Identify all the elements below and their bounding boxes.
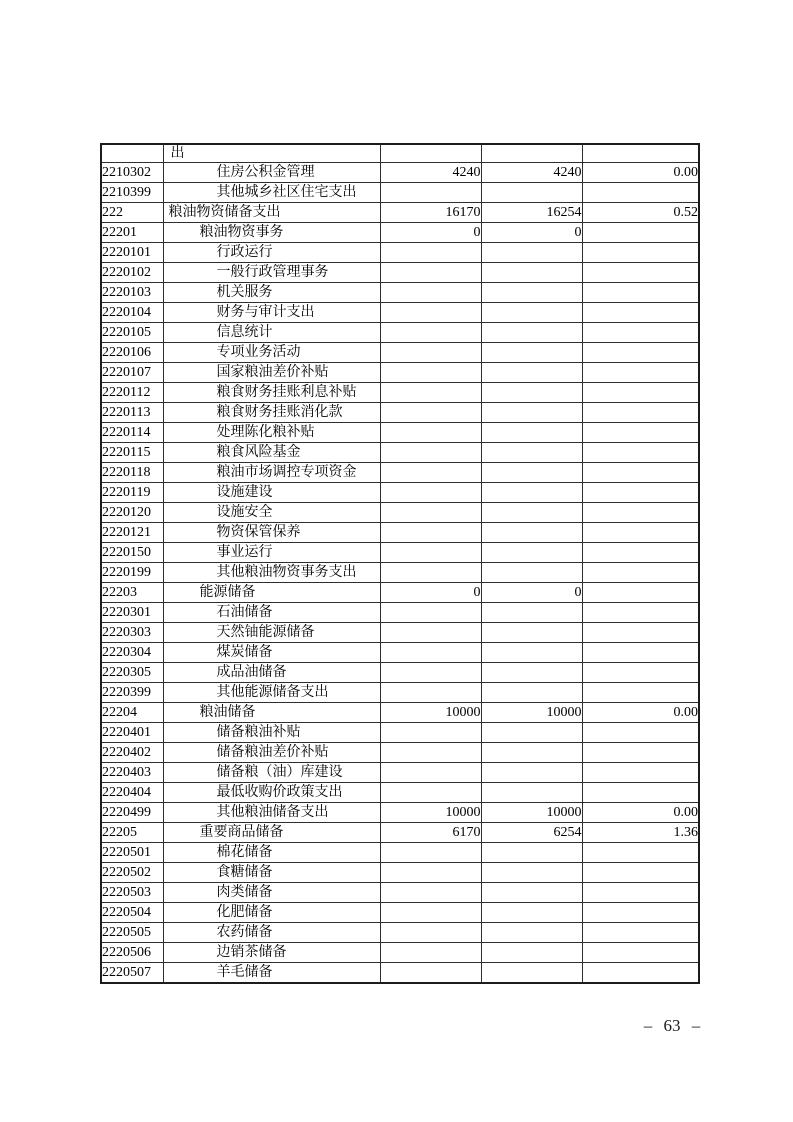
table-row xyxy=(101,223,699,243)
value2-cell xyxy=(481,523,582,543)
code-cell: 2220113 xyxy=(101,403,163,423)
code-cell xyxy=(101,144,163,163)
value2-cell xyxy=(481,643,582,663)
code-cell: 2220401 xyxy=(101,723,163,743)
table-row xyxy=(101,683,699,703)
table-row xyxy=(101,723,699,743)
name-cell: 煤炭储备 xyxy=(163,643,380,663)
value1-cell xyxy=(380,343,481,363)
percent-cell xyxy=(582,543,699,563)
value1-cell xyxy=(380,923,481,943)
value1-cell xyxy=(380,503,481,523)
table-row xyxy=(101,243,699,263)
value1-cell xyxy=(380,183,481,203)
value2-cell xyxy=(481,423,582,443)
value1-cell xyxy=(380,903,481,923)
table-row xyxy=(101,203,699,223)
name-cell: 粮食财务挂账消化款 xyxy=(163,403,380,423)
percent-cell xyxy=(582,963,699,983)
table-row xyxy=(101,903,699,923)
table-row xyxy=(101,263,699,283)
code-cell: 2220501 xyxy=(101,843,163,863)
code-cell: 2220118 xyxy=(101,463,163,483)
value1-cell xyxy=(380,144,481,163)
value2-cell xyxy=(481,863,582,883)
table-row xyxy=(101,163,699,183)
percent-cell xyxy=(582,243,699,263)
percent-cell xyxy=(582,283,699,303)
code-cell: 22201 xyxy=(101,223,163,243)
value2-cell xyxy=(481,283,582,303)
table-row xyxy=(101,303,699,323)
name-cell: 食糖储备 xyxy=(163,863,380,883)
value1-cell xyxy=(380,643,481,663)
table-row xyxy=(101,743,699,763)
value2-cell xyxy=(481,383,582,403)
percent-cell xyxy=(582,683,699,703)
value2-cell xyxy=(481,363,582,383)
percent-cell xyxy=(582,843,699,863)
value2-cell xyxy=(481,243,582,263)
table-row xyxy=(101,283,699,303)
percent-cell xyxy=(582,363,699,383)
name-cell: 储备粮油补贴 xyxy=(163,723,380,743)
table-row xyxy=(101,843,699,863)
percent-cell: 1.36 xyxy=(582,823,699,843)
value2-cell xyxy=(481,843,582,863)
value2-cell xyxy=(481,663,582,683)
percent-cell xyxy=(582,263,699,283)
percent-cell xyxy=(582,403,699,423)
code-cell: 2220103 xyxy=(101,283,163,303)
percent-cell: 0.00 xyxy=(582,163,699,183)
name-cell: 农药储备 xyxy=(163,923,380,943)
value2-cell xyxy=(481,463,582,483)
name-cell: 储备粮油差价补贴 xyxy=(163,743,380,763)
name-cell: 粮食财务挂账利息补贴 xyxy=(163,383,380,403)
table-row xyxy=(101,603,699,623)
table-row xyxy=(101,803,699,823)
name-cell: 行政运行 xyxy=(163,243,380,263)
code-cell: 2220499 xyxy=(101,803,163,823)
value2-cell xyxy=(481,763,582,783)
table-row xyxy=(101,523,699,543)
code-cell: 2220150 xyxy=(101,543,163,563)
budget-table-body xyxy=(101,144,699,983)
name-cell: 最低收购价政策支出 xyxy=(163,783,380,803)
value1-cell: 4240 xyxy=(380,163,481,183)
value2-cell xyxy=(481,323,582,343)
value1-cell xyxy=(380,483,481,503)
code-cell: 2220506 xyxy=(101,943,163,963)
percent-cell: 0.00 xyxy=(582,703,699,723)
value1-cell xyxy=(380,763,481,783)
value1-cell: 0 xyxy=(380,583,481,603)
value1-cell xyxy=(380,423,481,443)
code-cell: 2220199 xyxy=(101,563,163,583)
value2-cell: 0 xyxy=(481,223,582,243)
percent-cell xyxy=(582,663,699,683)
table-row xyxy=(101,423,699,443)
percent-cell xyxy=(582,743,699,763)
percent-cell xyxy=(582,423,699,443)
percent-cell xyxy=(582,503,699,523)
value1-cell: 10000 xyxy=(380,803,481,823)
percent-cell xyxy=(582,303,699,323)
percent-cell xyxy=(582,623,699,643)
value2-cell xyxy=(481,743,582,763)
value1-cell xyxy=(380,263,481,283)
value2-cell: 6254 xyxy=(481,823,582,843)
table-row xyxy=(101,323,699,343)
code-cell: 22203 xyxy=(101,583,163,603)
value1-cell: 16170 xyxy=(380,203,481,223)
value2-cell: 16254 xyxy=(481,203,582,223)
value2-cell: 4240 xyxy=(481,163,582,183)
name-cell: 其他城乡社区住宅支出 xyxy=(163,183,380,203)
percent-cell xyxy=(582,723,699,743)
value1-cell: 10000 xyxy=(380,703,481,723)
percent-cell xyxy=(582,883,699,903)
value1-cell xyxy=(380,783,481,803)
name-cell: 边销茶储备 xyxy=(163,943,380,963)
value1-cell xyxy=(380,243,481,263)
name-cell: 粮油物资储备支出 xyxy=(163,203,380,223)
table-row xyxy=(101,923,699,943)
value1-cell xyxy=(380,323,481,343)
page-number: – 63 – xyxy=(643,1016,701,1035)
name-cell: 石油储备 xyxy=(163,603,380,623)
table-row xyxy=(101,763,699,783)
value1-cell xyxy=(380,403,481,423)
value1-cell xyxy=(380,603,481,623)
value2-cell xyxy=(481,923,582,943)
name-cell: 处理陈化粮补贴 xyxy=(163,423,380,443)
table-row xyxy=(101,383,699,403)
name-cell: 财务与审计支出 xyxy=(163,303,380,323)
percent-cell: 0.52 xyxy=(582,203,699,223)
code-cell: 2220106 xyxy=(101,343,163,363)
value2-cell xyxy=(481,543,582,563)
code-cell: 2220505 xyxy=(101,923,163,943)
value2-cell xyxy=(481,943,582,963)
value2-cell xyxy=(481,144,582,163)
table-row xyxy=(101,483,699,503)
percent-cell xyxy=(582,183,699,203)
name-cell: 物资保管保养 xyxy=(163,523,380,543)
code-cell: 2220503 xyxy=(101,883,163,903)
code-cell: 2220305 xyxy=(101,663,163,683)
code-cell: 2220105 xyxy=(101,323,163,343)
code-cell: 22205 xyxy=(101,823,163,843)
value2-cell xyxy=(481,263,582,283)
name-cell: 住房公积金管理 xyxy=(163,163,380,183)
table-row xyxy=(101,703,699,723)
value2-cell: 0 xyxy=(481,583,582,603)
value2-cell xyxy=(481,903,582,923)
table-row xyxy=(101,443,699,463)
percent-cell: 0.00 xyxy=(582,803,699,823)
name-cell: 信息统计 xyxy=(163,323,380,343)
value2-cell xyxy=(481,443,582,463)
code-cell: 2220102 xyxy=(101,263,163,283)
value2-cell xyxy=(481,303,582,323)
code-cell: 2220402 xyxy=(101,743,163,763)
percent-cell xyxy=(582,603,699,623)
value2-cell xyxy=(481,563,582,583)
value1-cell: 0 xyxy=(380,223,481,243)
value2-cell xyxy=(481,343,582,363)
name-cell: 一般行政管理事务 xyxy=(163,263,380,283)
table-row xyxy=(101,863,699,883)
code-cell: 2220107 xyxy=(101,363,163,383)
percent-cell xyxy=(582,463,699,483)
name-cell: 储备粮（油）库建设 xyxy=(163,763,380,783)
value2-cell: 10000 xyxy=(481,703,582,723)
table-row xyxy=(101,363,699,383)
value1-cell: 6170 xyxy=(380,823,481,843)
code-cell: 2210302 xyxy=(101,163,163,183)
value2-cell xyxy=(481,503,582,523)
table-row xyxy=(101,583,699,603)
code-cell: 2220101 xyxy=(101,243,163,263)
code-cell: 2220112 xyxy=(101,383,163,403)
table-row xyxy=(101,563,699,583)
name-cell: 出 xyxy=(163,144,380,163)
code-cell: 2220404 xyxy=(101,783,163,803)
table-row xyxy=(101,623,699,643)
value1-cell xyxy=(380,683,481,703)
value2-cell xyxy=(481,963,582,983)
code-cell: 2220502 xyxy=(101,863,163,883)
value1-cell xyxy=(380,623,481,643)
value2-cell xyxy=(481,403,582,423)
name-cell: 其他粮油物资事务支出 xyxy=(163,563,380,583)
name-cell: 事业运行 xyxy=(163,543,380,563)
table-row xyxy=(101,463,699,483)
name-cell: 天然铀能源储备 xyxy=(163,623,380,643)
percent-cell xyxy=(582,443,699,463)
percent-cell xyxy=(582,383,699,403)
percent-cell xyxy=(582,923,699,943)
value1-cell xyxy=(380,523,481,543)
name-cell: 能源储备 xyxy=(163,583,380,603)
table-row xyxy=(101,823,699,843)
value2-cell: 10000 xyxy=(481,803,582,823)
name-cell: 其他粮油储备支出 xyxy=(163,803,380,823)
table-row xyxy=(101,144,699,163)
value2-cell xyxy=(481,783,582,803)
value2-cell xyxy=(481,483,582,503)
percent-cell xyxy=(582,323,699,343)
name-cell: 化肥储备 xyxy=(163,903,380,923)
code-cell: 2220403 xyxy=(101,763,163,783)
code-cell: 2220119 xyxy=(101,483,163,503)
value1-cell xyxy=(380,563,481,583)
budget-expenditure-table xyxy=(100,143,700,984)
value1-cell xyxy=(380,363,481,383)
percent-cell xyxy=(582,223,699,243)
name-cell: 专项业务活动 xyxy=(163,343,380,363)
name-cell: 粮油储备 xyxy=(163,703,380,723)
value1-cell xyxy=(380,743,481,763)
table-row xyxy=(101,543,699,563)
name-cell: 重要商品储备 xyxy=(163,823,380,843)
table-row xyxy=(101,663,699,683)
table-row xyxy=(101,643,699,663)
table-row xyxy=(101,783,699,803)
value2-cell xyxy=(481,683,582,703)
value1-cell xyxy=(380,283,481,303)
percent-cell xyxy=(582,563,699,583)
value1-cell xyxy=(380,723,481,743)
value1-cell xyxy=(380,943,481,963)
code-cell: 2220114 xyxy=(101,423,163,443)
percent-cell xyxy=(582,343,699,363)
percent-cell xyxy=(582,483,699,503)
table-row xyxy=(101,963,699,983)
value1-cell xyxy=(380,463,481,483)
name-cell: 其他能源储备支出 xyxy=(163,683,380,703)
code-cell: 2220115 xyxy=(101,443,163,463)
code-cell: 22204 xyxy=(101,703,163,723)
name-cell: 成品油储备 xyxy=(163,663,380,683)
value2-cell xyxy=(481,603,582,623)
value1-cell xyxy=(380,543,481,563)
value2-cell xyxy=(481,723,582,743)
code-cell: 2220121 xyxy=(101,523,163,543)
name-cell: 棉花储备 xyxy=(163,843,380,863)
value1-cell xyxy=(380,383,481,403)
value1-cell xyxy=(380,963,481,983)
value1-cell xyxy=(380,443,481,463)
name-cell: 羊毛储备 xyxy=(163,963,380,983)
percent-cell xyxy=(582,523,699,543)
name-cell: 设施安全 xyxy=(163,503,380,523)
code-cell: 2220399 xyxy=(101,683,163,703)
name-cell: 国家粮油差价补贴 xyxy=(163,363,380,383)
percent-cell xyxy=(582,903,699,923)
percent-cell xyxy=(582,863,699,883)
name-cell: 设施建设 xyxy=(163,483,380,503)
value2-cell xyxy=(481,623,582,643)
percent-cell xyxy=(582,943,699,963)
percent-cell xyxy=(582,763,699,783)
table-row xyxy=(101,943,699,963)
code-cell: 2220303 xyxy=(101,623,163,643)
percent-cell xyxy=(582,583,699,603)
code-cell: 2220120 xyxy=(101,503,163,523)
percent-cell xyxy=(582,643,699,663)
code-cell: 2210399 xyxy=(101,183,163,203)
value1-cell xyxy=(380,883,481,903)
name-cell: 粮油物资事务 xyxy=(163,223,380,243)
value2-cell xyxy=(481,183,582,203)
name-cell: 肉类储备 xyxy=(163,883,380,903)
percent-cell xyxy=(582,144,699,163)
name-cell: 粮食风险基金 xyxy=(163,443,380,463)
code-cell: 2220304 xyxy=(101,643,163,663)
percent-cell xyxy=(582,783,699,803)
name-cell: 粮油市场调控专项资金 xyxy=(163,463,380,483)
table-row xyxy=(101,883,699,903)
table-row xyxy=(101,343,699,363)
table-row xyxy=(101,403,699,423)
value1-cell xyxy=(380,663,481,683)
code-cell: 2220507 xyxy=(101,963,163,983)
code-cell: 222 xyxy=(101,203,163,223)
name-cell: 机关服务 xyxy=(163,283,380,303)
value1-cell xyxy=(380,843,481,863)
value2-cell xyxy=(481,883,582,903)
value1-cell xyxy=(380,863,481,883)
table-row xyxy=(101,183,699,203)
code-cell: 2220301 xyxy=(101,603,163,623)
code-cell: 2220104 xyxy=(101,303,163,323)
code-cell: 2220504 xyxy=(101,903,163,923)
table-row xyxy=(101,503,699,523)
value1-cell xyxy=(380,303,481,323)
